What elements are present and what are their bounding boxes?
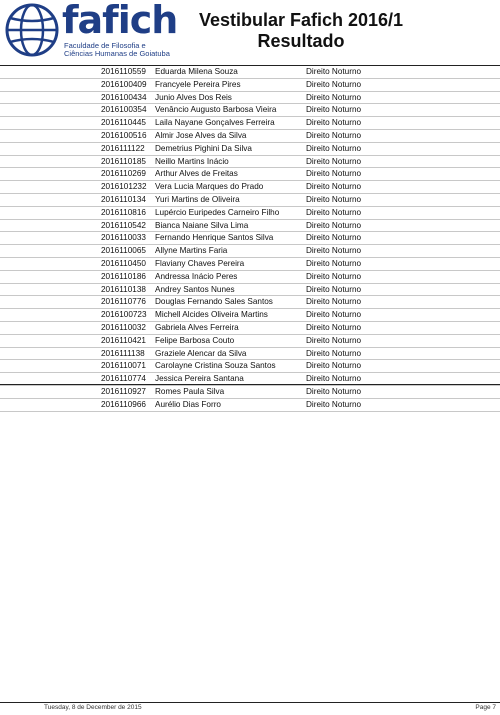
row-id: 2016101232 bbox=[101, 182, 147, 192]
row-id: 2016110134 bbox=[101, 194, 146, 204]
footer-date: Tuesday, 8 de December de 2015 bbox=[44, 704, 142, 711]
table-row bbox=[0, 220, 500, 233]
row-name: Michell Alcides Oliveira Martins bbox=[155, 310, 268, 320]
row-name: Allyne Martins Faria bbox=[155, 246, 228, 256]
row-course: Direito Noturno bbox=[306, 79, 362, 89]
row-id: 2016110450 bbox=[101, 258, 146, 268]
table-row bbox=[0, 322, 500, 335]
row-name: Graziele Alencar da Silva bbox=[155, 348, 247, 358]
row-name: Gabriela Alves Ferreira bbox=[155, 322, 239, 332]
results-list bbox=[0, 66, 500, 412]
row-name: Laila Nayane Gonçalves Ferreira bbox=[155, 118, 275, 128]
row-id: 2016110065 bbox=[101, 246, 146, 256]
row-name: Felipe Barbosa Couto bbox=[155, 335, 235, 345]
row-name: Neillo Martins Inácio bbox=[155, 156, 229, 166]
row-course: Direito Noturno bbox=[306, 348, 362, 358]
row-course: Direito Noturno bbox=[306, 182, 362, 192]
logo-subtitle-line-1: Faculdade de Filosofia e bbox=[64, 41, 146, 50]
row-name: Lupércio Euripedes Carneiro Filho bbox=[155, 207, 280, 217]
globe-logo-icon bbox=[4, 2, 60, 58]
table-row bbox=[0, 168, 500, 181]
table-row bbox=[0, 66, 500, 79]
list-end-divider bbox=[0, 384, 500, 385]
logo-subtitle-line-2: Ciências Humanas de Goiatuba bbox=[64, 49, 170, 58]
row-name: Andressa Inácio Peres bbox=[155, 271, 238, 281]
table-row bbox=[0, 335, 500, 348]
page-title-line-2: Resultado bbox=[257, 31, 345, 51]
page-header bbox=[0, 0, 500, 64]
row-course: Direito Noturno bbox=[306, 156, 362, 166]
table-row bbox=[0, 386, 500, 399]
row-name: Francyele Pereira Pires bbox=[155, 79, 241, 89]
row-course: Direito Noturno bbox=[306, 386, 362, 396]
row-id: 2016110445 bbox=[101, 118, 146, 128]
row-id: 2016111138 bbox=[101, 348, 145, 358]
row-name: Yuri Martins de Oliveira bbox=[155, 194, 240, 204]
row-course: Direito Noturno bbox=[306, 361, 362, 371]
row-name: Aurélio Dias Forro bbox=[155, 399, 221, 409]
row-id: 2016110927 bbox=[101, 386, 146, 396]
row-course: Direito Noturno bbox=[306, 169, 362, 179]
row-id: 2016100723 bbox=[101, 310, 147, 320]
row-course: Direito Noturno bbox=[306, 374, 362, 384]
row-course: Direito Noturno bbox=[306, 258, 362, 268]
row-course: Direito Noturno bbox=[306, 207, 362, 217]
row-id: 2016110269 bbox=[101, 169, 146, 179]
row-name: Junio Alves Dos Reis bbox=[155, 92, 232, 102]
row-course: Direito Noturno bbox=[306, 322, 362, 332]
row-course: Direito Noturno bbox=[306, 220, 362, 230]
row-id: 2016110033 bbox=[101, 233, 146, 243]
table-row bbox=[0, 92, 500, 105]
row-course: Direito Noturno bbox=[306, 246, 362, 256]
table-row bbox=[0, 348, 500, 361]
page-title-line-1: Vestibular Fafich 2016/1 bbox=[198, 10, 404, 30]
row-name: Romes Paula Silva bbox=[155, 386, 225, 396]
row-name: Bianca Naiane Silva Lima bbox=[155, 220, 249, 230]
row-id: 2016110966 bbox=[101, 399, 146, 409]
row-id: 2016110186 bbox=[101, 271, 146, 281]
row-course: Direito Noturno bbox=[306, 335, 362, 345]
row-name: Venâncio Augusto Barbosa Vieira bbox=[155, 105, 277, 115]
row-name: Demetrius Pighini Da Silva bbox=[155, 143, 252, 153]
table-row bbox=[0, 79, 500, 92]
row-id: 2016110071 bbox=[101, 361, 146, 371]
table-row bbox=[0, 181, 500, 194]
row-name: Vera Lucia Marques do Prado bbox=[155, 182, 264, 192]
row-course: Direito Noturno bbox=[306, 105, 362, 115]
row-course: Direito Noturno bbox=[306, 399, 362, 409]
row-name: Carolayne Cristina Souza Santos bbox=[155, 361, 276, 371]
row-course: Direito Noturno bbox=[306, 310, 362, 320]
table-row bbox=[0, 232, 500, 245]
row-course: Direito Noturno bbox=[306, 284, 362, 294]
row-id: 2016100516 bbox=[101, 130, 147, 140]
row-name: Arthur Alves de Freitas bbox=[155, 169, 238, 179]
row-course: Direito Noturno bbox=[306, 194, 362, 204]
table-row bbox=[0, 271, 500, 284]
row-id: 2016110185 bbox=[101, 156, 146, 166]
row-id: 2016110032 bbox=[101, 322, 146, 332]
table-row bbox=[0, 156, 500, 169]
table-row bbox=[0, 309, 500, 322]
row-name: Andrey Santos Nunes bbox=[155, 284, 235, 294]
table-row bbox=[0, 117, 500, 130]
fafich-logo bbox=[4, 2, 184, 62]
row-course: Direito Noturno bbox=[306, 271, 362, 281]
row-course: Direito Noturno bbox=[306, 233, 362, 243]
row-id: 2016100354 bbox=[101, 105, 147, 115]
table-row bbox=[0, 399, 500, 412]
row-course: Direito Noturno bbox=[306, 67, 362, 76]
table-row bbox=[0, 360, 500, 373]
row-name: Jessica Pereira Santana bbox=[155, 374, 244, 384]
table-row bbox=[0, 130, 500, 143]
row-id: 2016110138 bbox=[101, 284, 146, 294]
row-name: Flaviany Chaves Pereira bbox=[155, 258, 245, 268]
row-id: 2016100409 bbox=[101, 79, 147, 89]
logo-subtitle bbox=[64, 42, 170, 58]
row-course: Direito Noturno bbox=[306, 130, 362, 140]
table-row bbox=[0, 143, 500, 156]
table-row bbox=[0, 194, 500, 207]
row-course: Direito Noturno bbox=[306, 92, 362, 102]
table-row bbox=[0, 245, 500, 258]
row-id: 2016110542 bbox=[101, 220, 146, 230]
row-course: Direito Noturno bbox=[306, 297, 362, 307]
page-title bbox=[176, 10, 426, 52]
table-row bbox=[0, 104, 500, 117]
row-course: Direito Noturno bbox=[306, 143, 362, 153]
table-row bbox=[0, 207, 500, 220]
footer-divider bbox=[0, 702, 500, 703]
row-id: 2016110774 bbox=[101, 374, 146, 384]
row-id: 2016110421 bbox=[101, 335, 146, 345]
row-name: Eduarda Milena Souza bbox=[155, 67, 238, 76]
row-id: 2016110559 bbox=[101, 67, 146, 76]
row-id: 2016110816 bbox=[101, 207, 146, 217]
row-id: 2016100434 bbox=[101, 92, 147, 102]
row-course: Direito Noturno bbox=[306, 118, 362, 128]
row-id: 2016110776 bbox=[101, 297, 146, 307]
logo-wordmark: fafich bbox=[62, 0, 178, 42]
table-row bbox=[0, 258, 500, 271]
row-id: 2016111122 bbox=[101, 143, 145, 153]
row-name: Almir Jose Alves da Silva bbox=[155, 130, 247, 140]
table-row bbox=[0, 296, 500, 309]
table-row bbox=[0, 284, 500, 297]
footer-page-number: Page 7 bbox=[475, 704, 496, 711]
row-name: Fernando Henrique Santos Silva bbox=[155, 233, 274, 243]
row-name: Douglas Fernando Sales Santos bbox=[155, 297, 273, 307]
